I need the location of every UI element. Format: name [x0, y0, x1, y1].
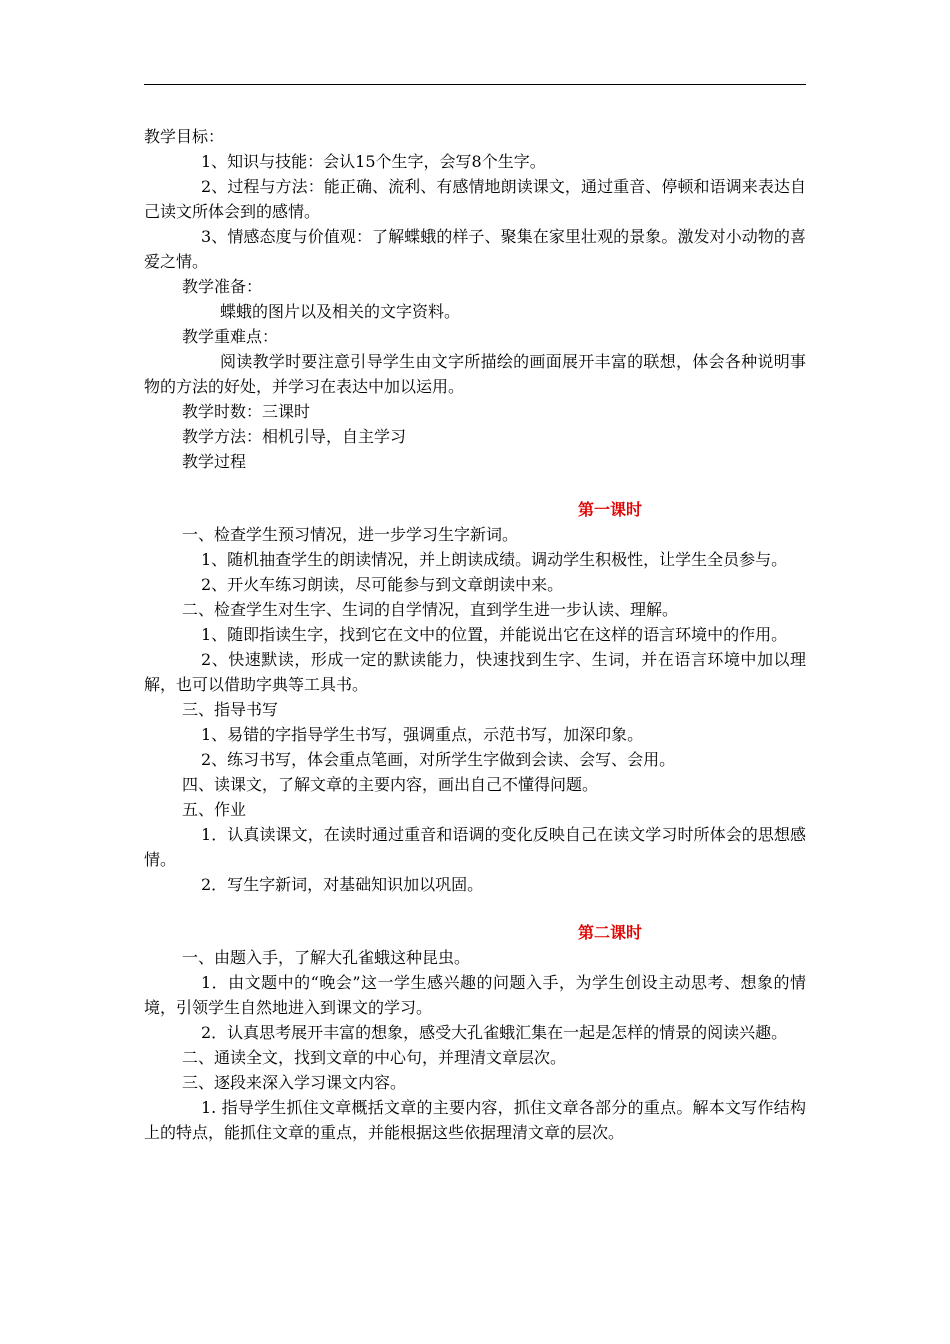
lesson1-step-2-2: 2、快速默读，形成一定的默读能力，快速找到生字、生词，并在语言环境中加以理解，也可以借助字典等工具书。	[144, 650, 806, 694]
document-body	[144, 124, 806, 1145]
lesson2-step-3-1: 1. 指导学生抓住文章概括文章的主要内容，抓住文章各部分的重点。解本文写作结构上的特点，能抓住文章的重点，并能根据这些依据理清文章的层次。	[144, 1098, 806, 1142]
lesson1-step-1: 一、检查学生预习情况，进一步学习生字新词。	[182, 525, 519, 544]
lesson2-step-3: 三、逐段来深入学习课文内容。	[182, 1073, 407, 1092]
teaching-method: 教学方法：相机引导，自主学习	[182, 427, 407, 446]
lesson1-step-3-1: 1、易错的字指导学生书写，强调重点，示范书写，加深印象。	[201, 725, 644, 744]
lesson1-step-5: 五、作业	[182, 800, 247, 819]
lesson1-step-2-1: 1、随即指读生字，找到它在文中的位置，并能说出它在这样的语言环境中的作用。	[201, 625, 788, 644]
lesson2-step-1: 一、由题入手，了解大孔雀蛾这种昆虫。	[182, 948, 471, 967]
prep-text: 蝶蛾的图片以及相关的文字资料。	[220, 302, 461, 321]
lesson1-step-5-2: 2．写生字新词，对基础知识加以巩固。	[201, 875, 484, 894]
goal-2: 2、过程与方法：能正确、流利、有感情地朗读课文，通过重音、停顿和语调来表达自己读文所体会到的感情。	[144, 177, 806, 221]
prep-heading: 教学准备：	[182, 277, 263, 296]
lesson1-title: 第一课时	[577, 500, 642, 519]
lesson1-step-3: 三、指导书写	[182, 700, 279, 719]
focus-heading: 教学重难点：	[182, 327, 279, 346]
lesson1-step-5-1: 1．认真读课文，在读时通过重音和语调的变化反映自己在读文学习时所体会的思想感情。	[144, 825, 806, 869]
lesson2-step-2: 二、通读全文，找到文章的中心句，并理清文章层次。	[182, 1048, 567, 1067]
goal-3: 3、情感态度与价值观：了解蝶蛾的样子、聚集在家里壮观的景象。激发对小动物的喜爱之情。	[144, 227, 806, 271]
focus-text: 阅读教学时要注意引导学生由文字所描绘的画面展开丰富的联想，体会各种说明事物的方法的好处，并学习在表达中加以运用。	[144, 352, 806, 396]
teaching-hours: 教学时数：三课时	[182, 402, 311, 421]
lesson1-step-4: 四、读课文，了解文章的主要内容，画出自己不懂得问题。	[182, 775, 599, 794]
teaching-process: 教学过程	[182, 452, 247, 471]
lesson2-step-1-2: 2．认真思考展开丰富的想象，感受大孔雀蛾汇集在一起是怎样的情景的阅读兴趣。	[201, 1023, 788, 1042]
lesson1-step-1-2: 2、开火车练习朗读，尽可能参与到文章朗读中来。	[201, 575, 564, 594]
goal-1: 1、知识与技能：会认15个生字，会写8个生字。	[201, 152, 546, 171]
header-rule	[144, 84, 806, 85]
lesson1-step-3-2: 2、练习书写，体会重点笔画，对所学生字做到会读、会写、会用。	[201, 750, 676, 769]
lesson1-step-1-1: 1、随机抽查学生的朗读情况，并上朗读成绩。调动学生积极性，让学生全员参与。	[201, 550, 788, 569]
lesson1-step-2: 二、检查学生对生字、生词的自学情况，直到学生进一步认读、理解。	[182, 600, 679, 619]
goals-heading: 教学目标：	[144, 127, 225, 146]
lesson2-title: 第二课时	[577, 923, 642, 942]
lesson2-step-1-1: 1．由文题中的“晚会”这一学生感兴趣的问题入手，为学生创设主动思考、想象的情境，引领学生自然地进入到课文的学习。	[144, 973, 806, 1017]
